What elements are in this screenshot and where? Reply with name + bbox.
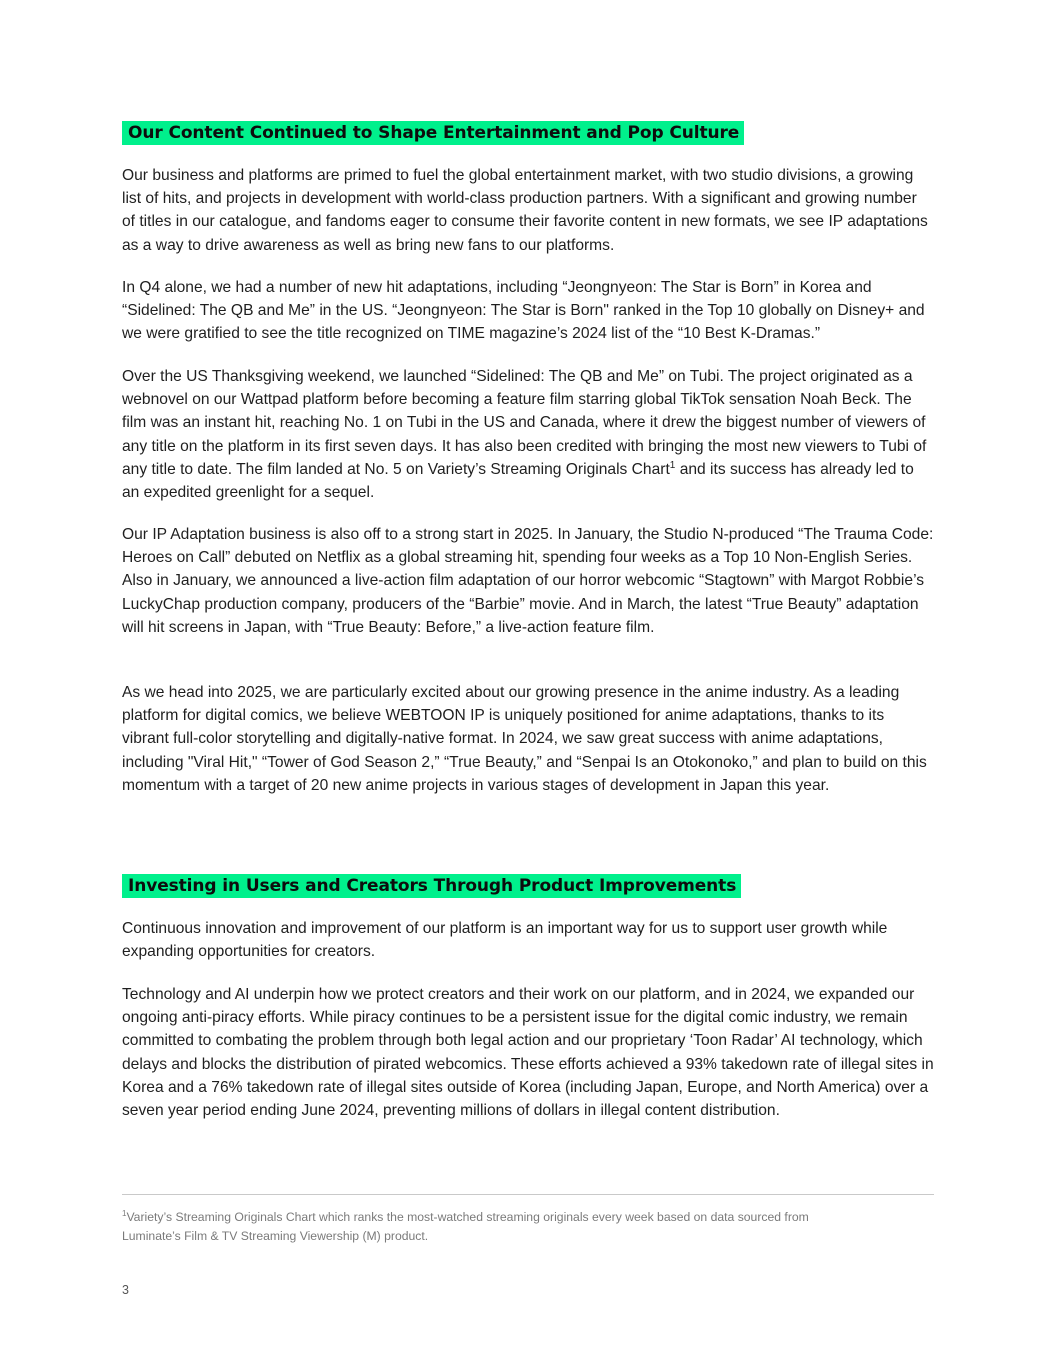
paragraph-business-platforms	[122, 164, 934, 257]
paragraph-text	[122, 365, 934, 504]
paragraph-thanksgiving-launch	[122, 365, 934, 504]
paragraph-continuous-innovation	[122, 917, 934, 963]
document-page	[122, 0, 934, 1365]
paragraph-anime-industry	[122, 681, 934, 797]
paragraph-text: As we head into 2025, we are particularly excited about our growing presence in the anime industry. As a leading platform for digital comics, we believe WEBTOON IP is uniquely positioned for anime adaptations, thanks to its vibrant full-color storytelling and digitally-native format. In 2024, we saw great success with anime adaptations, including "Viral Hit," “Tower of God Season 2,” “True Beauty,” and “Senpai Is an Otokonoko,” and plan to build on this momentum with a target of 20 new anime projects in various stages of development in Japan this year.	[122, 684, 927, 794]
footnote-divider	[122, 1194, 934, 1195]
paragraph-text: Our IP Adaptation business is also off to a strong start in 2025. In January, the Studio N-produced “The Trauma Code: Heroes on Call” debuted on Netflix as a global streaming hit, spending four weeks as a Top 10 Non-English Series. Also in January, we announced a live-action film adaptation of our horror webcomic “Stagtown” with Margot Robbie’s LuckyChap production company, producers of the “Barbie” movie. And in March, the latest “True Beauty” adaptation will hit screens in Japan, with “True Beauty: Before,” a live-action feature film.	[122, 526, 934, 636]
footnote-marker: 1	[669, 459, 676, 471]
page-number: 3	[122, 1283, 129, 1297]
paragraph-text-tail: and its success has already led to an expedited greenlight for a sequel.	[122, 460, 914, 502]
paragraph-q4-adaptations	[122, 276, 934, 346]
paragraph-ip-adaptation-2025	[122, 523, 934, 639]
section-heading-content: Our Content Continued to Shape Entertainment and Pop Culture	[122, 121, 744, 145]
paragraph-text-main: Over the US Thanksgiving weekend, we launched “Sidelined: The QB and Me” on Tubi. The project originated as a webnovel on our Wattpad platform before becoming a feature film starring global TikTok sensation Noah Beck. The film was an instant hit, reaching No. 1 on Tubi in the US and Canada, where it drew the biggest number of viewers of any title on the platform in its first seven days. It has also been credited with bringing the most new viewers to Tubi of any title to date. The film landed at No. 5 on Variety’s Streaming Originals Chart	[122, 368, 927, 478]
paragraph-anti-piracy	[122, 983, 934, 1122]
section-heading-product: Investing in Users and Creators Through Product Improvements	[122, 874, 741, 898]
footnote-marker: 1	[122, 1208, 127, 1218]
paragraph-text: Continuous innovation and improvement of our platform is an important way for us to support user growth while expanding opportunities for creators.	[122, 920, 888, 961]
footnote-text: Variety’s Streaming Originals Chart which ranks the most-watched streaming originals every week based on data sourced from Luminate’s Film & TV Streaming Viewership (M) product.	[122, 1210, 809, 1243]
paragraph-text: In Q4 alone, we had a number of new hit adaptations, including “Jeongnyeon: The Star is Born” in Korea and “Sidelined: The QB and Me” in the US. “Jeongnyeon: The Star is Born" ranked in the Top 10 globally on Disney+ and we were gratified to see the title recognized on TIME magazine’s 2024 list of the “10 Best K-Dramas.”	[122, 279, 925, 343]
footnote	[122, 1208, 822, 1246]
paragraph-text: Technology and AI underpin how we protect creators and their work on our platform, and in 2024, we expanded our ongoing anti-piracy efforts. While piracy continues to be a persistent issue for the digital comic industry, we remain committed to combating the problem through both legal action and our proprietary ‘Toon Radar’ AI technology, which delays and blocks the distribution of pirated webcomics. These efforts achieved a 93% takedown rate of illegal sites in Korea and a 76% takedown rate of illegal sites outside of Korea (including Japan, Europe, and North America) over a seven year period ending June 2024, preventing millions of dollars in illegal content distribution.	[122, 986, 934, 1120]
paragraph-text: Our business and platforms are primed to fuel the global entertainment market, with two studio divisions, a growing list of hits, and projects in development with world-class production partners. With a significant and growing number of titles in our catalogue, and fandoms eager to consume their favorite content in new formats, we see IP adaptations as a way to drive awareness as well as bring new fans to our platforms.	[122, 167, 928, 254]
